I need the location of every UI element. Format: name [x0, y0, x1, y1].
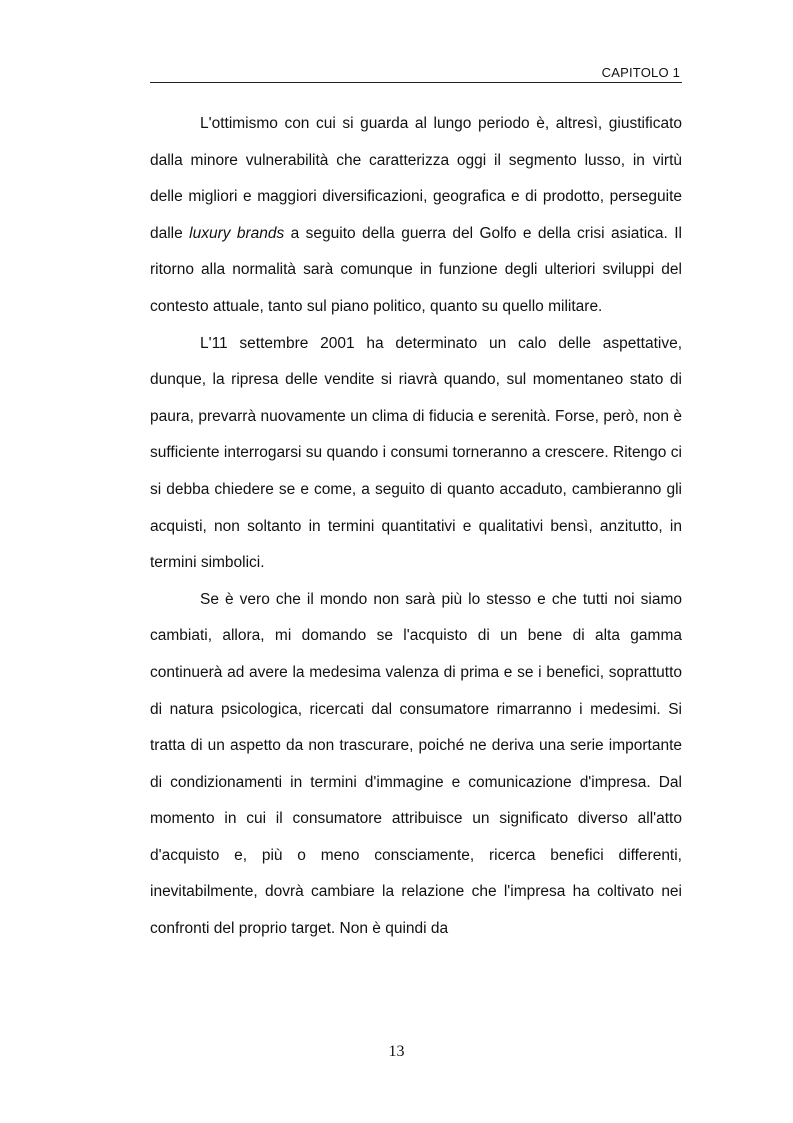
paragraph-3	[150, 582, 682, 948]
page-number: 13	[388, 1043, 405, 1060]
paragraph-3-text: Se è vero che il mondo non sarà più lo stesso e che tutti noi siamo cambiati, allora, mi domando se l'acquisto di un bene di alta gamma continuerà ad avere la medesima valenza di prima e se i benefici, soprattutto di natura psicologica, ricercati dal consumatore rimarranno i medesimi. Si tratta di un aspetto da non trascurare, poiché ne deriva una serie importante di condizionamenti in termini d'immagine e comunicazione d'impresa. Dal momento in cui il consumatore attribuisce un significato diverso all'atto d'acquisto e, più o meno consciamente, ricerca benefici differenti, inevitabilmente, dovrà cambiare la relazione che l'impresa ha coltivato nei confronti del proprio target. Non è quindi da	[150, 590, 682, 938]
running-header	[150, 62, 682, 83]
paragraph-2	[150, 326, 682, 582]
body-text	[150, 106, 682, 948]
paragraph-1-text-end: a seguito della guerra del Golfo e della crisi asiatica. Il ritorno alla normalità sarà comunque in funzione degli ulteriori sviluppi del contesto attuale, tanto sul piano politico, quanto su quello militare.	[150, 224, 682, 315]
emphasis-luxury-brands: luxury brands	[189, 224, 285, 242]
paragraph-1-text-start: L'ottimismo con cui si guarda al lungo periodo è, altresì, giustificato dalla minore vulnerabilità che caratterizza oggi il segmento lusso, in virtù delle migliori e maggiori diversificazioni, geografica e di prodotto, perseguite dalle	[150, 115, 682, 242]
paragraph-1	[150, 106, 682, 326]
chapter-label: CAPITOLO 1	[601, 65, 680, 80]
paragraph-2-text: L'11 settembre 2001 ha determinato un calo delle aspettative, dunque, la ripresa delle vendite si riavrà quando, sul momentaneo stato di paura, prevarrà nuovamente un clima di fiducia e serenità. Forse, però, non è sufficiente interrogarsi su quando i consumi torneranno a crescere. Ritengo ci si debba chiedere se e come, a seguito di quanto accaduto, cambieranno gli acquisti, non soltanto in termini quantitativi e qualitativi bensì, anzitutto, in termini simbolici.	[150, 334, 682, 572]
